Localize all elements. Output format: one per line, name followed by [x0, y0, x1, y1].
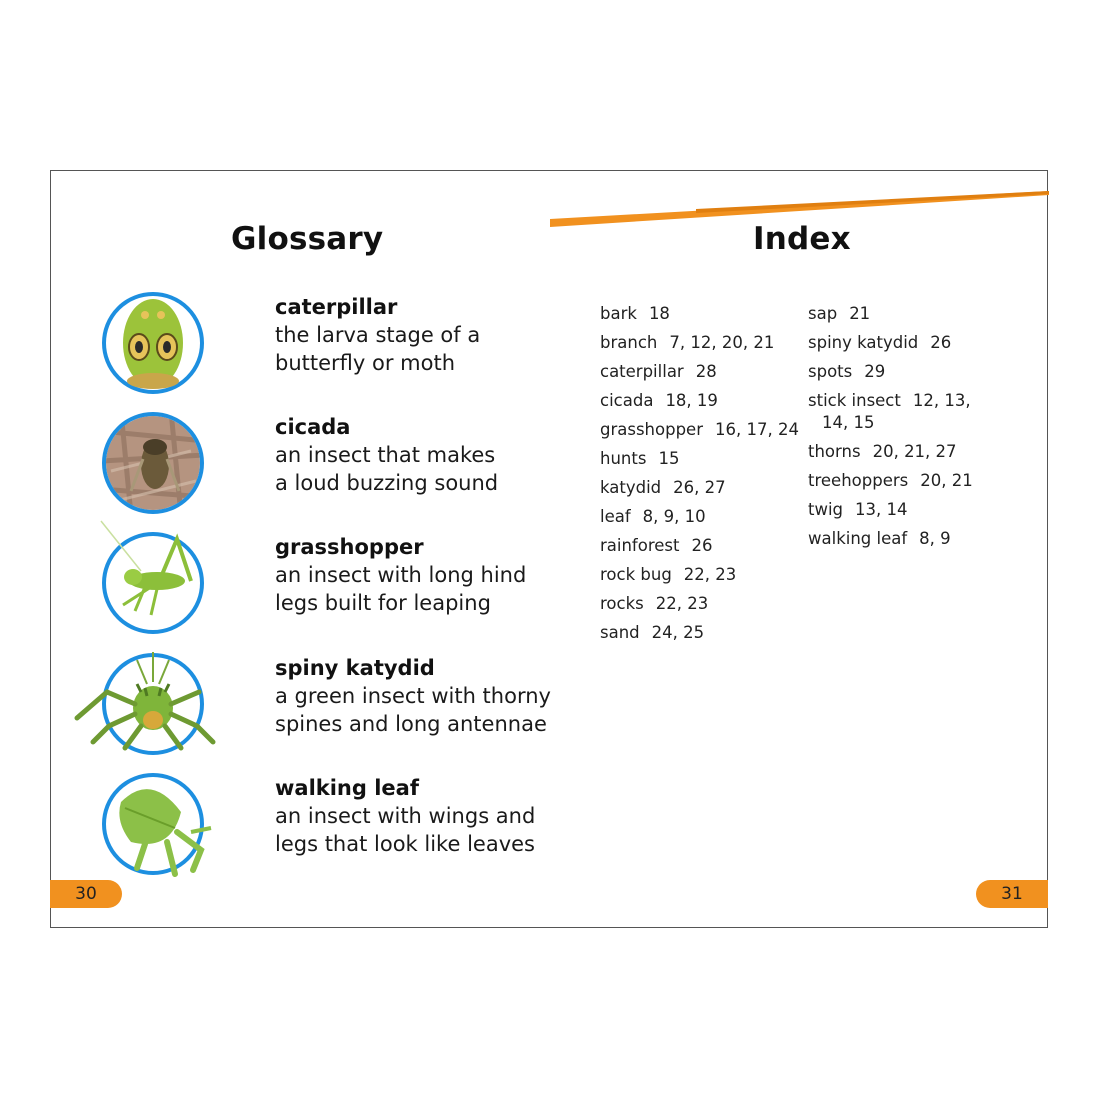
glossary-term: caterpillar [275, 295, 398, 319]
glossary-term: walking leaf [275, 776, 419, 800]
glossary-entry-walking-leaf [101, 772, 561, 876]
index-entry [808, 390, 1008, 412]
book-spread [50, 170, 1048, 928]
index-pages: 12, 13, [912, 391, 971, 410]
glossary-definition-line: an insect that makes [275, 443, 496, 467]
index-column-1 [600, 303, 805, 651]
index-word: spots [808, 362, 853, 381]
index-entry [808, 528, 1008, 550]
index-entry-continuation [808, 412, 1008, 434]
index-word: rock bug [600, 565, 672, 584]
grasshopper-photo-icon [101, 531, 205, 635]
index-pages: 16, 17, 24 [715, 420, 799, 439]
index-entry [600, 506, 805, 528]
glossary-definition-line: spines and long antennae [275, 712, 547, 736]
index-pages: 18 [648, 304, 670, 323]
index-pages: 22, 23 [683, 565, 737, 584]
index-word: branch [600, 333, 658, 352]
glossary-term: grasshopper [275, 535, 424, 559]
index-word: bark [600, 304, 637, 323]
index-word: cicada [600, 391, 654, 410]
glossary-term: cicada [275, 415, 351, 439]
walking-leaf-photo-icon [101, 772, 205, 876]
glossary-text [275, 293, 595, 377]
index-pages: 20, 21 [920, 471, 973, 490]
index-pages: 20, 21, 27 [872, 442, 957, 461]
index-word: rainforest [600, 536, 680, 555]
glossary-entry-grasshopper [101, 531, 561, 635]
glossary-definition-line: legs that look like leaves [275, 832, 535, 856]
index-entry [600, 332, 805, 354]
index-pages: 26 [930, 333, 952, 352]
glossary-definition-line: a green insect with thorny [275, 684, 551, 708]
index-pages: 8, 9, 10 [642, 507, 706, 526]
index-entry [600, 622, 805, 644]
index-entry [808, 303, 1008, 325]
index-word: caterpillar [600, 362, 684, 381]
glossary-definition-line: a loud buzzing sound [275, 471, 499, 495]
index-word: stick insect [808, 391, 901, 410]
index-pages: 18, 19 [665, 391, 718, 410]
index-entry [808, 361, 1008, 383]
index-word: katydid [600, 478, 662, 497]
index-word: leaf [600, 507, 631, 526]
glossary-definition-line: an insect with long hind [275, 563, 527, 587]
index-pages: 13, 14 [855, 500, 908, 519]
index-pages: 26 [691, 536, 713, 555]
index-entry [808, 332, 1008, 354]
index-word: sand [600, 623, 640, 642]
index-entry [600, 448, 805, 470]
index-word: spiny katydid [808, 333, 919, 352]
glossary-entry-cicada [101, 411, 561, 515]
index-word: walking leaf [808, 529, 908, 548]
index-entry [600, 535, 805, 557]
page-number-left: 30 [50, 880, 122, 908]
index-entry [808, 499, 1008, 521]
glossary-term: spiny katydid [275, 656, 435, 680]
glossary-entry-spiny-katydid [101, 652, 561, 756]
index-pages: 26, 27 [673, 478, 726, 497]
index-word: thorns [808, 442, 861, 461]
index-word: grasshopper [600, 420, 703, 439]
index-pages: 24, 25 [651, 623, 705, 642]
glossary-text [275, 774, 595, 858]
index-entry [600, 477, 805, 499]
index-column-2 [808, 303, 1008, 557]
index-pages: 29 [864, 362, 886, 381]
index-pages: 22, 23 [655, 594, 709, 613]
index-entry [600, 564, 805, 586]
index-pages: 14, 15 [822, 413, 875, 432]
glossary-definition-line: butterfly or moth [275, 351, 455, 375]
index-entry [600, 390, 805, 412]
index-word: hunts [600, 449, 647, 468]
glossary-title: Glossary [231, 221, 384, 257]
cicada-photo-icon [101, 411, 205, 515]
glossary-text [275, 533, 595, 617]
index-word: twig [808, 500, 844, 519]
index-pages: 21 [849, 304, 871, 323]
index-title: Index [753, 221, 851, 257]
katydid-photo-icon [101, 652, 205, 756]
index-entry [808, 441, 1008, 463]
index-pages: 7, 12, 20, 21 [669, 333, 775, 352]
orange-stripe-decoration [51, 171, 1049, 241]
glossary-text [275, 413, 595, 497]
index-entry [600, 303, 805, 325]
index-entry [600, 419, 805, 441]
index-word: sap [808, 304, 838, 323]
index-entry [808, 470, 1008, 492]
index-entry [600, 593, 805, 615]
index-pages: 15 [658, 449, 680, 468]
index-entry [600, 361, 805, 383]
page-number-right: 31 [976, 880, 1048, 908]
glossary-entry-caterpillar [101, 291, 561, 395]
index-word: rocks [600, 594, 644, 613]
glossary-text [275, 654, 595, 738]
caterpillar-photo-icon [101, 291, 205, 395]
index-pages: 28 [695, 362, 717, 381]
index-word: treehoppers [808, 471, 909, 490]
glossary-definition-line: legs built for leaping [275, 591, 491, 615]
index-pages: 8, 9 [919, 529, 951, 548]
glossary-definition-line: the larva stage of a [275, 323, 481, 347]
glossary-definition-line: an insect with wings and [275, 804, 536, 828]
